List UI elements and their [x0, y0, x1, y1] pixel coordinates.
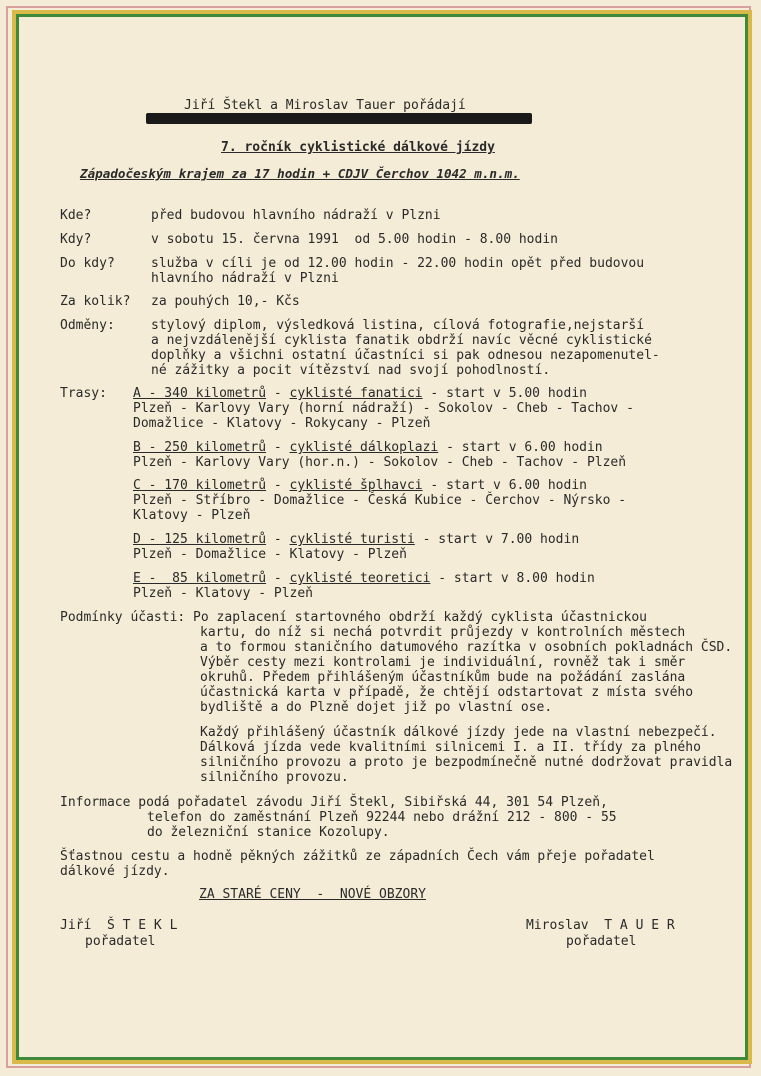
zakolik-label: Za kolik?	[60, 294, 131, 309]
route-a-path: Domažlice - Klatovy - Rokycany - Plzeň	[133, 416, 431, 431]
organizers-line: Jiří Štekl a Miroslav Tauer pořádají	[184, 98, 466, 113]
dokdy-label: Do kdy?	[60, 256, 115, 271]
route-c-path: Klatovy - Plzeň	[133, 508, 251, 523]
route-b-path: Plzeň - Karlovy Vary (hor.n.) - Sokolov - Cheb - Tachov - Plzeň	[133, 455, 627, 470]
signature-left-name: Jiří Š T E K L	[60, 918, 178, 933]
route-e-type: cyklisté teoretici	[289, 571, 431, 586]
podminky-line: silničního provozu.	[200, 770, 349, 785]
podminky-line: účastnická karta v případě, že chtějí odstartovat z místa svého	[200, 685, 694, 700]
route-a-name: A - 340 kilometrů	[133, 386, 267, 401]
trasy-label: Trasy:	[60, 386, 107, 401]
wish-line: Šťastnou cestu a hodně pěkných zážitků ze západních Čech vám přeje pořadatel	[60, 849, 655, 864]
route-c-heading: C - 170 kilometrů - cyklisté šplhavci - start v 6.00 hodin	[133, 478, 587, 493]
signature-right-role: pořadatel	[566, 934, 637, 949]
informace-line: Informace podá pořadatel závodu Jiří Štekl, Sibiřská 44, 301 54 Plzeň,	[60, 795, 608, 810]
route-a-path: Plzeň - Karlovy Vary (horní nádraží) - Sokolov - Cheb - Tachov -	[133, 401, 634, 416]
wish-line: dálkové jízdy.	[60, 864, 170, 879]
route-d-path: Plzeň - Domažlice - Klatovy - Plzeň	[133, 547, 407, 562]
odmeny-line: né zážitky a pocit vítězství nad svojí pohodlností.	[151, 363, 551, 378]
route-b-name: B - 250 kilometrů	[133, 440, 267, 455]
route-e-start: - start v 8.00 hodin	[430, 571, 595, 586]
route-b-start: - start v 6.00 hodin	[438, 440, 603, 455]
podminky-line: Dálková jízda vede kvalitními silnicemi I. a II. třídy za plného	[200, 740, 701, 755]
title-line-1: 7. ročník cyklistické dálkové jízdy	[221, 140, 495, 155]
dokdy-line-2: hlavního nádraží v Plzni	[151, 271, 339, 286]
informace-line: do železniční stanice Kozolupy.	[147, 825, 390, 840]
podminky-line: Každý přihlášený účastník dálkové jízdy jede na vlastní nebezpečí.	[200, 725, 717, 740]
redaction-bar	[146, 113, 532, 124]
informace-line: telefon do zaměstnání Plzeň 92244 nebo drážní 212 - 800 - 55	[147, 810, 617, 825]
podminky-line: kartu, do níž si nechá potvrdit průjezdy v kontrolních městech	[200, 625, 686, 640]
zakolik-value: za pouhých 10,- Kčs	[151, 294, 300, 309]
odmeny-label: Odměny:	[60, 318, 115, 333]
route-e-path: Plzeň - Klatovy - Plzeň	[133, 586, 314, 601]
route-c-path: Plzeň - Stříbro - Domažlice - Česká Kubice - Čerchov - Nýrsko -	[133, 493, 627, 508]
route-c-start: - start v 6.00 hodin	[422, 478, 587, 493]
route-d-heading: D - 125 kilometrů - cyklisté turisti - start v 7.00 hodin	[133, 532, 580, 547]
route-a-type: cyklisté fanatici	[289, 386, 423, 401]
route-b-type: cyklisté dálkoplazi	[289, 440, 439, 455]
odmeny-line: stylový diplom, výsledková listina, cílová fotografie,nejstarší	[151, 318, 645, 333]
title-line-2: Západočeským krajem za 17 hodin + CDJV Čerchov 1042 m.n.m.	[80, 166, 520, 181]
route-e-heading: E - 85 kilometrů - cyklisté teoretici - start v 8.00 hodin	[133, 571, 595, 586]
dokdy-line-1: služba v cíli je od 12.00 hodin - 22.00 hodin opět před budovou	[151, 256, 645, 271]
podminky-line: Po zaplacení startovného obdrží každý cyklista účastnickou	[185, 610, 648, 625]
slogan: ZA STARÉ CENY - NOVÉ OBZORY	[199, 887, 426, 902]
podminky-line: Výběr cesty mezi kontrolami je individuální, rovněž tak i směr	[200, 655, 686, 670]
route-d-name: D - 125 kilometrů	[133, 532, 267, 547]
odmeny-line: a nejvzdálenější cyklista fanatik obdrží navíc věcné cyklistické	[151, 333, 652, 348]
podminky-line: bydliště a do Plzně dojet již po vlastní ose.	[200, 700, 553, 715]
kdy-value: v sobotu 15. června 1991 od 5.00 hodin - 8.00 hodin	[151, 232, 558, 247]
route-c-type: cyklisté šplhavci	[289, 478, 423, 493]
kdy-label: Kdy?	[60, 232, 92, 247]
route-e-name: E - 85 kilometrů	[133, 571, 267, 586]
route-b-heading: B - 250 kilometrů - cyklisté dálkoplazi - start v 6.00 hodin	[133, 440, 603, 455]
route-a-start: - start v 5.00 hodin	[422, 386, 587, 401]
signature-left-role: pořadatel	[85, 934, 156, 949]
route-d-type: cyklisté turisti	[289, 532, 415, 547]
podminky-line: silničního provozu a proto je bezpodmínečně nutné dodržovat pravidla	[200, 755, 733, 770]
route-d-start: - start v 7.00 hodin	[414, 532, 580, 547]
route-c-name: C - 170 kilometrů	[133, 478, 267, 493]
signature-right-name: Miroslav T A U E R	[526, 918, 675, 933]
route-a-heading: A - 340 kilometrů - cyklisté fanatici - start v 5.00 hodin	[133, 386, 587, 401]
kde-value: před budovou hlavního nádraží v Plzni	[151, 208, 441, 223]
podminky-line: a to formou staničního datumového razítka v osobních pokladnách ČSD.	[200, 640, 733, 655]
podminky-line: okruhů. Předem přihlášeným účastníkům bude na požádání zaslána	[200, 670, 686, 685]
podminky-first-line	[60, 610, 647, 625]
podminky-label: Podmínky účasti:	[60, 610, 186, 625]
odmeny-line: doplňky a všichni ostatní účastníci si pak odnesou nezapomenutel-	[151, 348, 660, 363]
kde-label: Kde?	[60, 208, 92, 223]
